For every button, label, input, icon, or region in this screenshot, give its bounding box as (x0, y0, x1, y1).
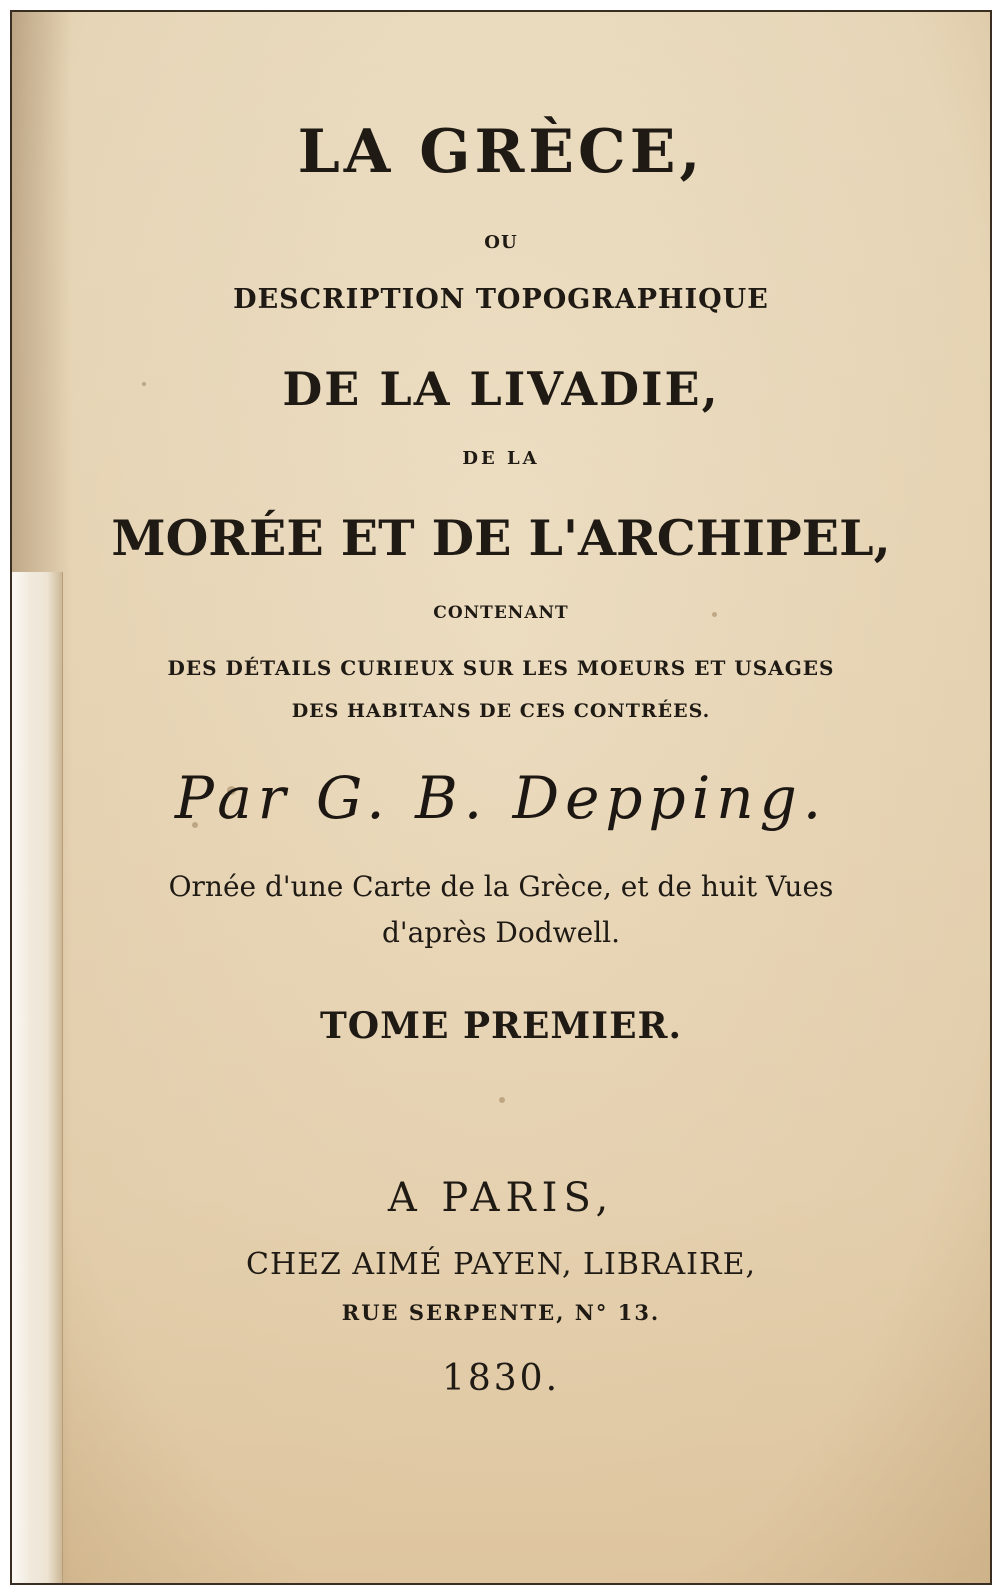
title-page (10, 10, 992, 1585)
subtitle-connector-de-la: DE LA (462, 448, 540, 469)
torn-left-edge (12, 572, 63, 1585)
illustration-note-line-2: d'après Dodwell. (381, 916, 621, 949)
title-connector-ou: OU (484, 232, 518, 253)
imprint-year: 1830. (441, 1358, 561, 1399)
subtitle-details-line-2: DES HABITANS DE CES CONTRÉES. (291, 700, 711, 722)
illustration-note-line-1: Ornée d'une Carte de la Grèce, et de huit Vues (168, 870, 834, 903)
foxing-spot (499, 1097, 505, 1103)
author-byline: Par G. B. Depping. (174, 764, 828, 832)
subtitle-moree-archipel: MORÉE ET DE L'ARCHIPEL, (111, 509, 891, 567)
subtitle-details-line-1: DES DÉTAILS CURIEUX SUR LES MOEURS ET USAGES (167, 656, 835, 680)
subtitle-description: DESCRIPTION TOPOGRAPHIQUE (233, 284, 769, 315)
imprint-place: A PARIS, (387, 1175, 615, 1221)
imprint-address: RUE SERPENTE, N° 13. (341, 1300, 661, 1325)
imprint-publisher: CHEZ AIMÉ PAYEN, LIBRAIRE, (246, 1247, 756, 1282)
volume-label: TOME PREMIER. (320, 1005, 682, 1047)
subtitle-livadie: DE LA LIVADIE, (282, 362, 720, 416)
book-title: LA GRÈCE, (297, 117, 705, 187)
subtitle-contenant: CONTENANT (433, 603, 569, 623)
